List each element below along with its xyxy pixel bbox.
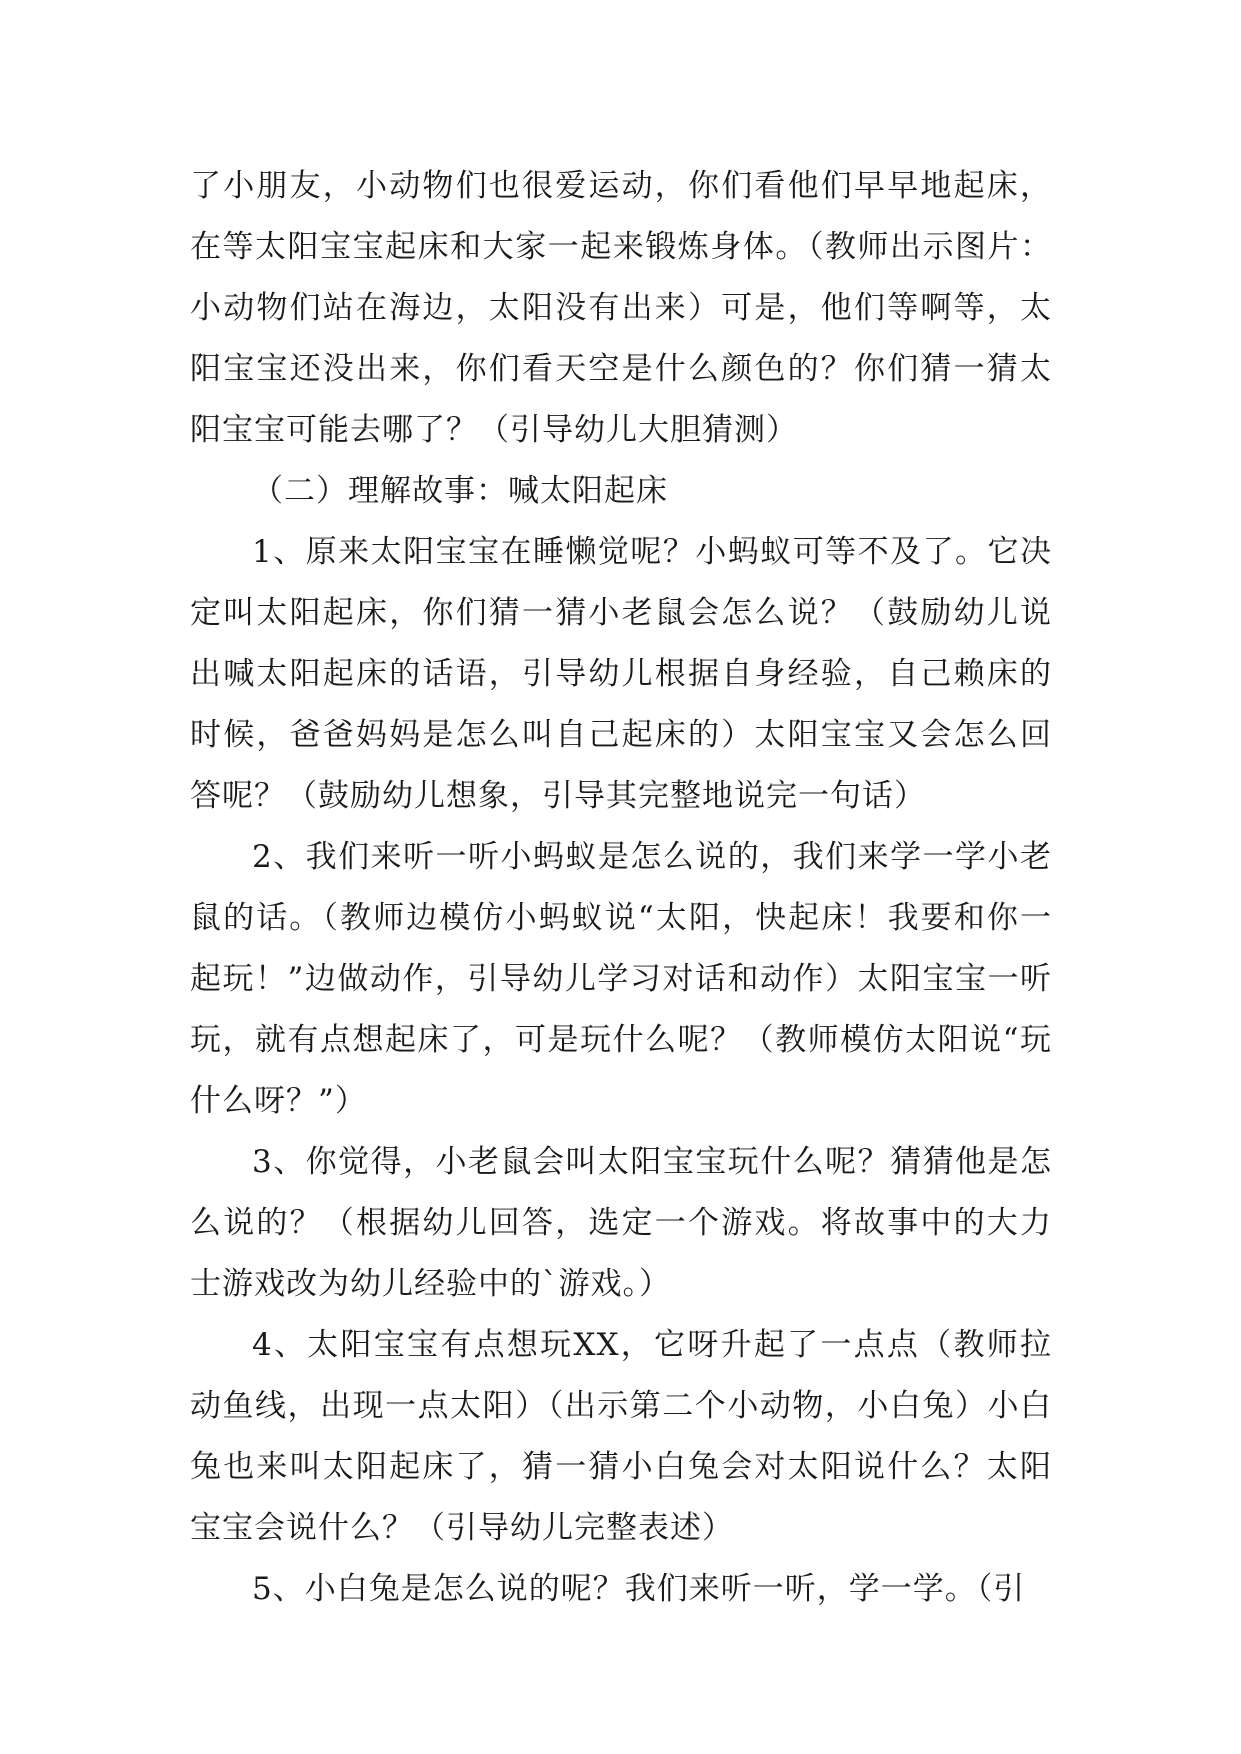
paragraph-intro: 了小朋友，小动物们也很爱运动，你们看他们早早地起床，在等太阳宝宝起床和大家一起来锻炼身体。（教师出示图片：小动物们站在海边，太阳没有出来）可是，他们等啊等，太阳宝宝还没出来，你们看天空是什么颜色的？你们猜一猜太阳宝宝可能去哪了？（引导幼儿大胆猜测） bbox=[190, 168, 1052, 448]
paragraph-step-1: 1、原来太阳宝宝在睡懒觉呢？小蚂蚁可等不及了。它决定叫太阳起床，你们猜一猜小老鼠会怎么说？（鼓励幼儿说出喊太阳起床的话语，引导幼儿根据自身经验，自己赖床的时候，爸爸妈妈是怎么叫自己起床的）太阳宝宝又会怎么回答呢？（鼓励幼儿想象，引导其完整地说完一句话） bbox=[190, 534, 1052, 814]
paragraph-step-2: 2、我们来听一听小蚂蚁是怎么说的，我们来学一学小老鼠的话。（教师边模仿小蚂蚁说“太阳，快起床！我要和你一起玩！”边做动作，引导幼儿学习对话和动作）太阳宝宝一听玩，就有点想起床了，可是玩什么呢？（教师模仿太阳说“玩什么呀？”） bbox=[190, 839, 1052, 1119]
paragraph-step-5: 5、小白兔是怎么说的呢？我们来听一听，学一学。（引 bbox=[252, 1571, 1026, 1607]
document-body bbox=[190, 156, 1052, 1620]
paragraph-step-4: 4、太阳宝宝有点想玩XX，它呀升起了一点点（教师拉动鱼线，出现一点太阳）（出示第二个小动物，小白兔）小白兔也来叫太阳起床了，猜一猜小白兔会对太阳说什么？太阳宝宝会说什么？（引导幼儿完整表述） bbox=[190, 1327, 1052, 1546]
paragraph-step-3: 3、你觉得，小老鼠会叫太阳宝宝玩什么呢？猜猜他是怎么说的？（根据幼儿回答，选定一个游戏。将故事中的大力士游戏改为幼儿经验中的`游戏。） bbox=[190, 1144, 1052, 1302]
section-heading: （二）理解故事：喊太阳起床 bbox=[252, 473, 668, 509]
